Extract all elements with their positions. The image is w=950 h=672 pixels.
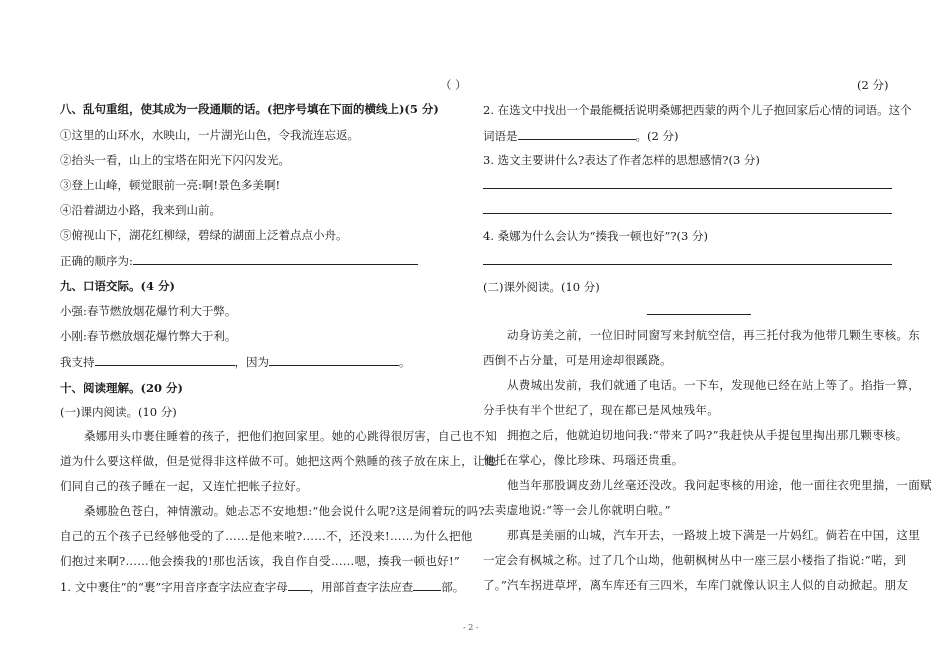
score-top: (2 分) (857, 78, 889, 92)
dialogue-xiaogang: 小刚:春节燃放烟花爆竹弊大于利。 (60, 329, 237, 343)
sentence-3: ③登上山峰，顿觉眼前一亮:啊!景色多美啊! (60, 178, 281, 192)
q3-answer-line-2[interactable] (483, 213, 892, 214)
passage-line: 他当年那股调皮劲儿丝毫还没改。我问起枣核的用途，他一面往衣兜里揣，一面赋 (507, 478, 932, 492)
question-1 (60, 578, 464, 595)
question-2-line2 (483, 127, 678, 144)
passage-line: 分手快有半个世纪了，现在都已是风烛残年。 (483, 403, 719, 417)
q1-text-b: ，用部首查字法应查 (309, 580, 414, 594)
passage-line: 道为什么要这样做，但是觉得非这样做不可。她把这两个熟睡的孩子放在床上，让他 (60, 454, 497, 468)
passage-line: 西倒不占分量，可是用途却很蹊跷。 (483, 353, 672, 367)
passage-line: 他托在掌心，像比珍珠、玛瑙还贵重。 (483, 453, 684, 467)
right-column (475, 0, 950, 672)
q1-letter-blank[interactable] (288, 578, 310, 591)
answer-paren: （ ） (440, 78, 467, 92)
q2-word-blank[interactable] (518, 127, 636, 140)
extra-reading-title: (二)课外阅读。(10 分) (483, 280, 600, 294)
sentence-4: ④沿着湖边小路，我来到山前。 (60, 203, 221, 217)
passage-line: 动身访美之前，一位旧时同窗写来封航空信，再三托付我为他带几颗生枣核。东 (507, 328, 920, 342)
question-3: 3. 选文主要讲什么?表达了作者怎样的思想感情?(3 分) (483, 153, 760, 167)
q3-answer-line-1[interactable] (483, 188, 892, 189)
support-line (60, 353, 411, 370)
reason-blank[interactable] (269, 353, 399, 366)
dialogue-xiaoqiang: 小强:春节燃放烟花爆竹利大于弊。 (60, 304, 237, 318)
question-2-line1: 2. 在选文中找出一个最能概括说明桑娜把西蒙的两个儿子抱回家后心情的词语。这个 (483, 103, 912, 117)
passage-line: 从费城出发前，我们就通了电话。一下车，发现他已经在站上等了。掐指一算， (507, 378, 920, 392)
section-8-title: 八、乱句重组，使其成为一段通顺的话。(把序号填在下面的横线上)(5 分) (60, 102, 439, 116)
passage-title-blank[interactable] (647, 314, 751, 315)
support-end: 。 (399, 355, 411, 369)
sentence-2: ②抬头一看，山上的宝塔在阳光下闪闪发光。 (60, 153, 290, 167)
order-answer-line (60, 252, 418, 269)
in-class-reading-title: (一)课内阅读。(10 分) (60, 405, 177, 419)
q1-text-a: 1. 文中裹住”的“裹”字用音序查字法应查字母 (60, 580, 288, 594)
question-4: 4. 桑娜为什么会认为“揍我一顿也好”?(3 分) (483, 229, 708, 243)
q4-answer-line[interactable] (483, 264, 892, 265)
section-9-title: 九、口语交际。(4 分) (60, 279, 175, 293)
passage-line: 那真是美丽的山城，汽车开去，一路坡上坡下满是一片妈红。倘若在中国，这里 (507, 528, 920, 542)
because-label: ，因为 (234, 355, 269, 369)
passage-line: 们同自己的孩子睡在一起，又连忙把帐子拉好。 (60, 479, 308, 493)
sentence-1: ①这里的山环水，水映山，一片湖光山色，令我流连忘返。 (60, 128, 359, 142)
passage-line: 一定会有枫城之称。过了几个山坳，他朝枫树丛中一座三层小楼指了指说:“喏，到 (483, 553, 907, 567)
q2-text-b: 。(2 分) (635, 129, 679, 143)
page-number: - 2 - (463, 623, 479, 632)
passage-line: 了。”汽车拐进草坪，离车库还有三四米，车库门就像认识主人似的自动掀起。朋友 (483, 578, 909, 592)
q1-text-c: 部。 (441, 580, 465, 594)
support-blank[interactable] (95, 353, 235, 366)
passage-line: 自己的五个孩子已经够他受的了……是他来啦?……不，还没来!……为什么把他 (60, 529, 473, 543)
section-10-title: 十、阅读理解。(20 分) (60, 381, 183, 395)
sentence-5: ⑤俯视山下，湖花红柳绿，碧绿的湖面上泛着点点小舟。 (60, 228, 348, 242)
passage-line: 拥抱之后，他就迫切地问我:“带来了吗?”我赶快从手提包里掏出那几颗枣核。 (507, 428, 908, 442)
passage-line: 桑娜脸色苍白，神情激动。她忐忑不安地想:“他会说什么呢?这是闹着玩的吗? (84, 504, 485, 518)
passage-line: 去卖虚地说:“等一会儿你就明白啦。” (483, 503, 671, 517)
passage-line: 桑娜用头巾裹住睡着的孩子，把他们抱回家里。她的心跳得很厉害，自己也不知 (84, 429, 497, 443)
order-answer-blank[interactable] (133, 252, 418, 265)
q2-text-a: 词语是 (483, 129, 518, 143)
support-label: 我支持 (60, 355, 95, 369)
passage-line: 们抱过来啊?……他会揍我的!那也活该，我自作自受……嗯，揍我一顿也好!” (60, 554, 461, 568)
order-label: 正确的顺序为: (60, 254, 133, 268)
q1-radical-blank[interactable] (413, 578, 441, 591)
